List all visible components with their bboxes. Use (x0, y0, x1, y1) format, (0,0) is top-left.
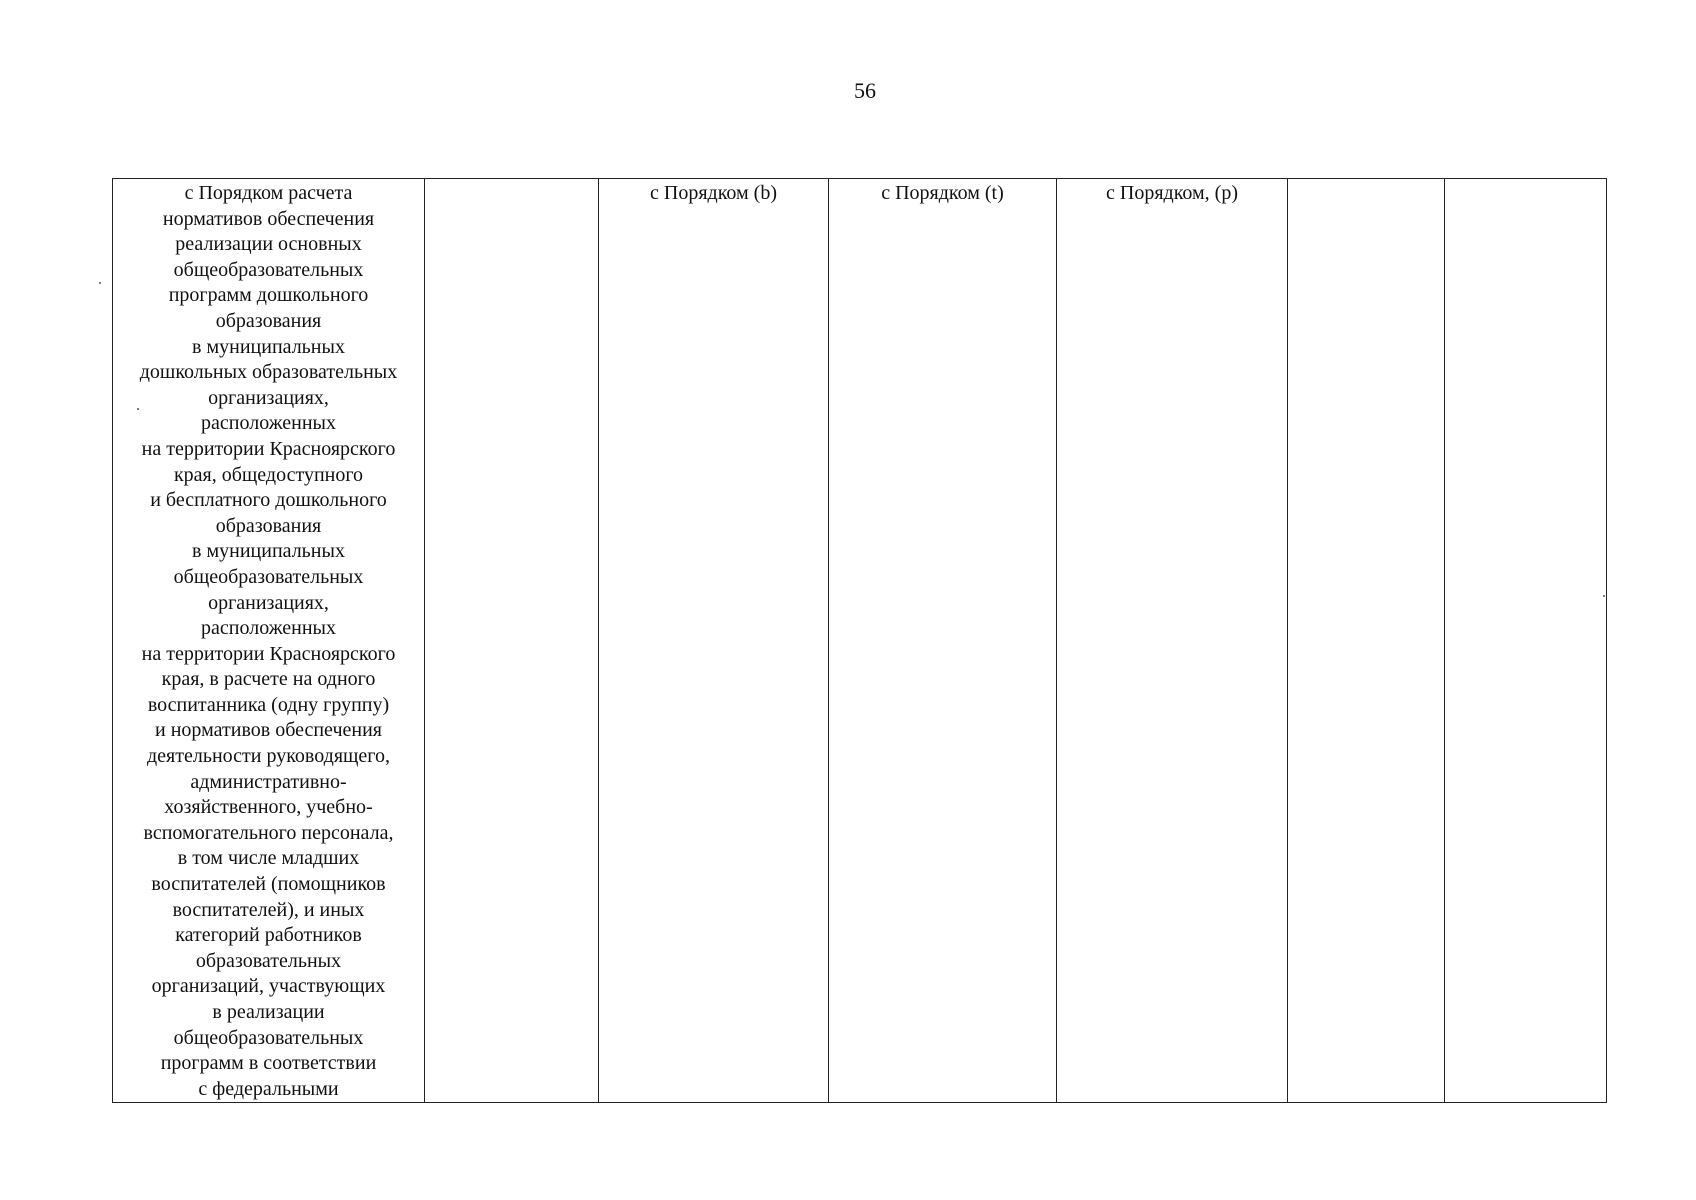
description-line: нормативов обеспечения (162, 207, 375, 230)
description-line: и нормативов обеспечения (155, 719, 382, 742)
description-line: с Порядком расчета (184, 182, 353, 204)
description-line: края, общедоступного (173, 463, 364, 486)
document-table (112, 178, 1607, 1103)
description-line: программ в соответствии (160, 1052, 377, 1075)
description-line: общеобразовательных (173, 1026, 364, 1049)
description-line: воспитателей), и иных (172, 898, 365, 921)
description-line: образовательных (195, 949, 342, 972)
description-line: образования (215, 309, 322, 332)
description-line: в муниципальных (192, 540, 345, 563)
description-line: организациях, (208, 386, 329, 409)
description-line: дошкольных образовательных (139, 361, 398, 384)
description-line: организациях, (208, 591, 329, 614)
description-line: вспомогательного персонала, (143, 821, 394, 844)
description-line: на территории Красноярского (141, 642, 396, 665)
description-line: административно- (190, 770, 347, 793)
description-line: категорий работников (175, 924, 362, 947)
description-line: реализации основных (175, 233, 362, 256)
description-line: в реализации (212, 1001, 325, 1023)
table-cell-col6 (1288, 179, 1445, 1103)
description-line: воспитанника (одну группу) (147, 693, 390, 716)
description-line: на территории Красноярского (141, 437, 396, 460)
description-line: и бесплатного дошкольного (150, 489, 387, 512)
description-line: края, в расчете на одного (161, 668, 376, 691)
table-row (113, 179, 1607, 1103)
table-cell-col7 (1445, 179, 1607, 1103)
table-cell-col5: с Порядком, (р) (1057, 179, 1288, 1103)
description-line: программ дошкольного (168, 284, 369, 307)
table-cell-col4: с Порядком (t) (829, 179, 1057, 1103)
description-line: деятельности руководящего, (146, 745, 391, 768)
description-line: организаций, участвующих (151, 975, 386, 998)
description-line: хозяйственного, учебно- (164, 796, 373, 819)
description-text (117, 181, 420, 1102)
table-cell-col2 (425, 179, 599, 1103)
table-cell-col3: с Порядком (b) (599, 179, 829, 1103)
description-line: расположенных (201, 412, 336, 435)
description-line: общеобразовательных (173, 258, 364, 281)
description-cell (113, 179, 425, 1103)
description-line: воспитателей (помощников (151, 873, 386, 896)
description-line: расположенных (201, 617, 336, 640)
scan-artifact (99, 282, 101, 284)
description-line: общеобразовательных (173, 565, 364, 588)
description-line: в том числе младших (177, 847, 360, 870)
description-line: с федеральными (198, 1077, 339, 1100)
description-line: образования (215, 514, 322, 537)
page-number: 56 (854, 78, 876, 103)
description-line: в муниципальных (192, 335, 345, 358)
